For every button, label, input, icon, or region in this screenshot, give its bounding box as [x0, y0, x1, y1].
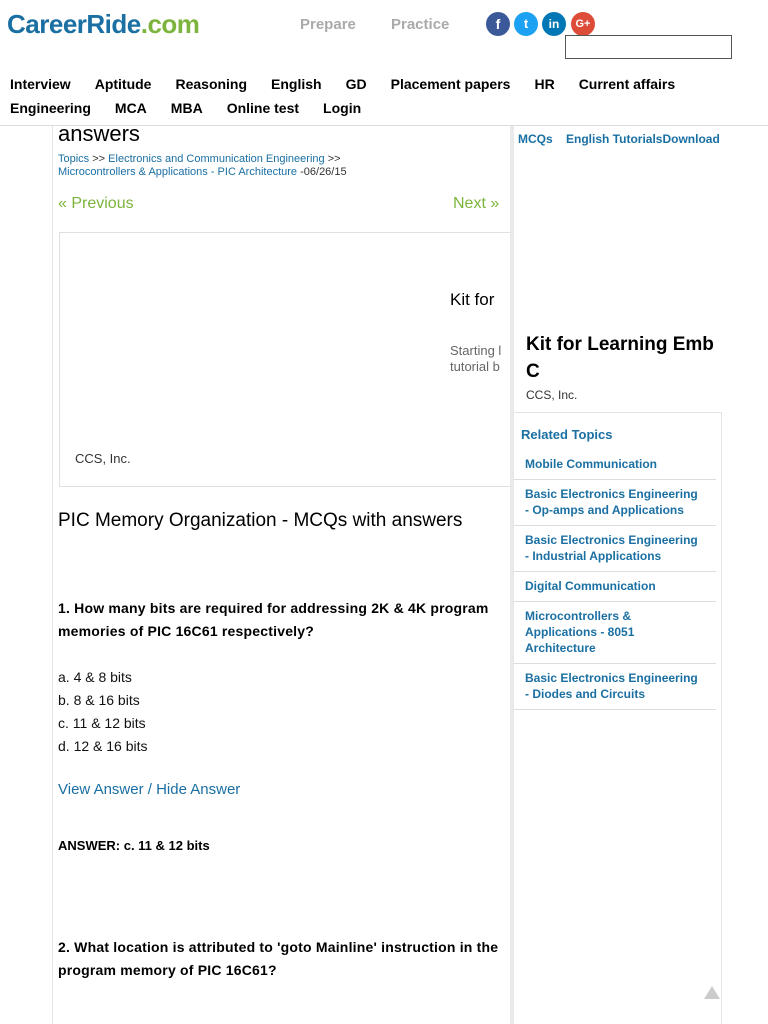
option-c: c. 11 & 12 bits — [58, 715, 146, 731]
breadcrumb-topics[interactable]: Topics — [58, 153, 90, 165]
section-title: PIC Memory Organization - MCQs with answers — [58, 510, 463, 531]
related-item[interactable]: Digital Communication — [514, 572, 716, 602]
twitter-icon[interactable]: t — [514, 12, 538, 36]
nav-mca[interactable]: MCA — [114, 100, 147, 116]
main-content — [52, 126, 510, 1024]
related-topics — [514, 412, 722, 1024]
nav-login[interactable]: Login — [323, 100, 362, 116]
nav-mba[interactable]: MBA — [170, 100, 203, 116]
related-item[interactable]: Mobile Communication — [514, 450, 716, 480]
question-2: 2. What location is attributed to 'goto Mainline' instruction in the program memory of PIC 16C61? — [58, 939, 499, 978]
breadcrumb-separator: >> — [92, 153, 106, 165]
related-topics-heading: Related Topics — [521, 427, 613, 442]
nav-placement-papers[interactable]: Placement papers — [390, 76, 511, 92]
ad-description-line: Starting l — [450, 343, 502, 358]
search-input[interactable] — [565, 35, 732, 59]
sidebar-tabs — [518, 132, 720, 146]
sidebar-ad-title[interactable]: Kit for Learning Emb C — [526, 334, 714, 382]
ad-title: Kit for — [450, 290, 495, 309]
breadcrumb — [58, 153, 347, 179]
scroll-to-top-icon[interactable] — [704, 986, 720, 999]
nav-reasoning[interactable]: Reasoning — [175, 76, 248, 92]
practice-link[interactable]: Practice — [391, 16, 450, 33]
nav-hr[interactable]: HR — [534, 76, 555, 92]
related-item[interactable]: Basic Electronics Engineering - Diodes and Circuits — [514, 664, 716, 710]
nav-gd[interactable]: GD — [345, 76, 367, 92]
tab-english-tutorials[interactable]: English Tutorials — [566, 132, 663, 146]
tab-mcqs[interactable]: MCQs — [518, 132, 553, 146]
related-item[interactable]: Basic Electronics Engineering - Industrial Applications — [514, 526, 716, 572]
page-title: answers — [58, 126, 140, 146]
related-item[interactable]: Microcontrollers & Applications - 8051 Architecture — [514, 602, 716, 664]
site-header — [0, 0, 768, 126]
nav-engineering[interactable]: Engineering — [10, 100, 91, 116]
nav-aptitude[interactable]: Aptitude — [94, 76, 152, 92]
linkedin-icon[interactable]: in — [542, 12, 566, 36]
nav-interview[interactable]: Interview — [10, 76, 71, 92]
breadcrumb-separator: >> — [327, 153, 341, 165]
ad-banner[interactable] — [59, 232, 510, 487]
logo-text-main: CareerRide — [7, 9, 141, 39]
prepare-link[interactable]: Prepare — [300, 16, 356, 33]
site-logo[interactable] — [7, 9, 199, 40]
sidebar — [510, 126, 722, 1024]
question-1: 1. How many bits are required for addressing 2K & 4K program memories of PIC 16C61 respectively? — [58, 600, 489, 639]
sidebar-ad-source: CCS, Inc. — [526, 388, 578, 402]
main-nav-row2 — [10, 100, 385, 116]
related-topics-list — [514, 450, 716, 710]
ad-description-line: tutorial b — [450, 359, 500, 374]
facebook-icon[interactable]: f — [486, 12, 510, 36]
nav-current-affairs[interactable]: Current affairs — [578, 76, 676, 92]
googleplus-icon[interactable]: G+ — [571, 12, 595, 36]
main-nav-row1 — [10, 76, 699, 92]
ad-source: CCS, Inc. — [75, 451, 131, 466]
option-b: b. 8 & 16 bits — [58, 692, 140, 708]
option-d: d. 12 & 16 bits — [58, 738, 148, 754]
tab-download[interactable]: Download — [662, 132, 720, 146]
breadcrumb-ece[interactable]: Electronics and Communication Engineering — [108, 153, 325, 165]
option-a: a. 4 & 8 bits — [58, 669, 132, 685]
previous-link[interactable]: « Previous — [58, 195, 134, 212]
question-1-options — [58, 666, 148, 758]
answer-text: ANSWER: c. 11 & 12 bits — [58, 838, 210, 853]
page-gutter — [722, 126, 768, 1024]
logo-text-domain: .com — [140, 9, 200, 39]
related-item[interactable]: Basic Electronics Engineering - Op-amps and Applications — [514, 480, 716, 526]
post-date: -06/26/15 — [300, 166, 347, 178]
nav-online-test[interactable]: Online test — [226, 100, 300, 116]
ad-description — [450, 343, 501, 375]
next-link[interactable]: Next » — [453, 195, 500, 212]
view-answer-link[interactable]: View Answer / Hide Answer — [58, 781, 241, 798]
breadcrumb-microcontrollers[interactable]: Microcontrollers & Applications - PIC Architecture — [58, 166, 298, 178]
nav-english[interactable]: English — [271, 76, 322, 92]
